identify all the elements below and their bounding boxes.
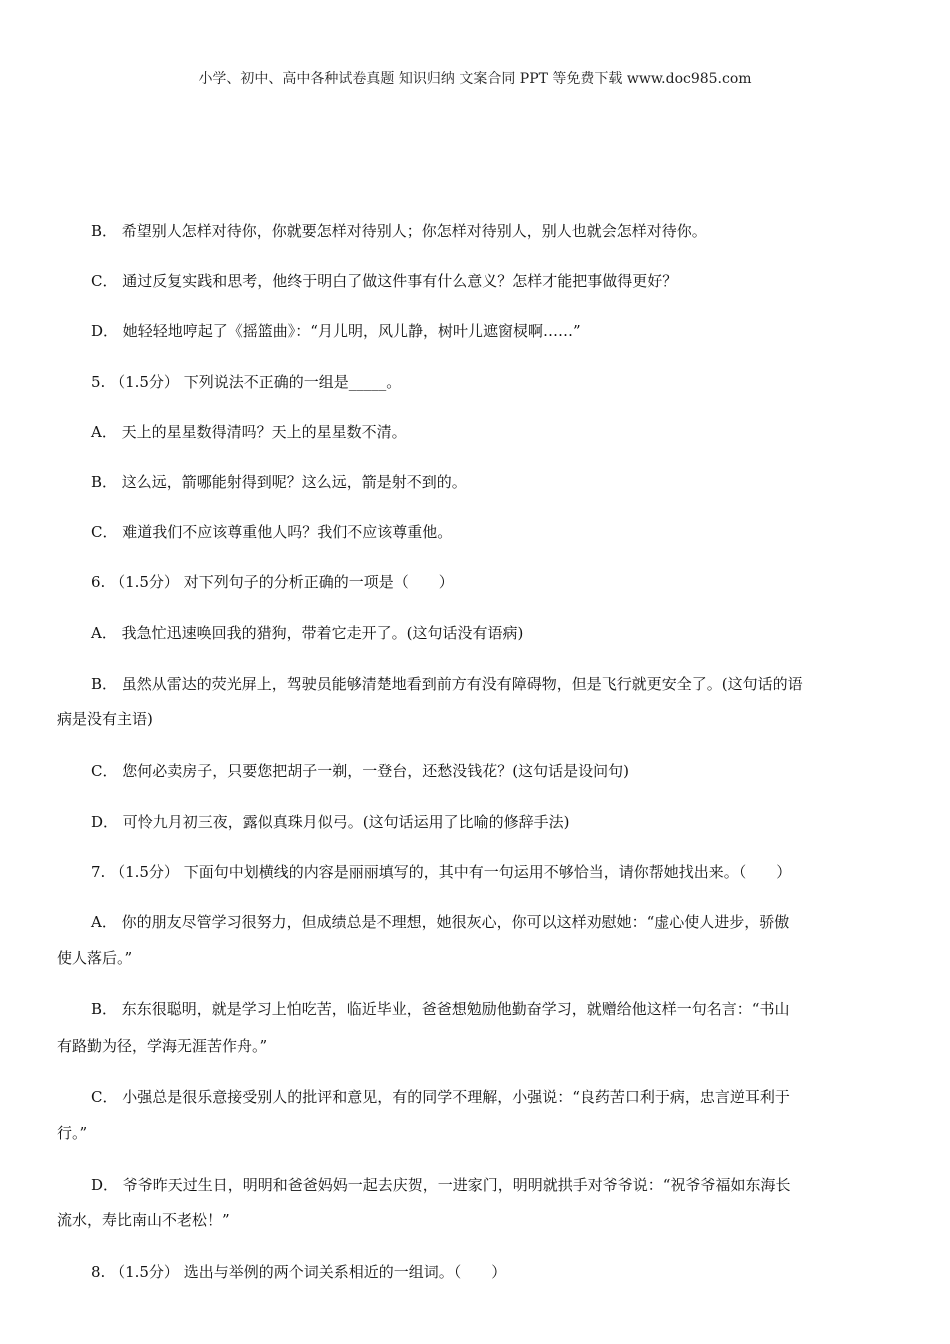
question-5: 5. （1.5分） 下列说法不正确的一组是_____。: [91, 373, 402, 391]
question-8: 8. （1.5分） 选出与举例的两个词关系相近的一组词。（ ）: [91, 1263, 507, 1281]
q7-option-a-cont: 使人落后。”: [57, 949, 133, 967]
q7-option-a: A． 你的朋友尽管学习很努力，但成绩总是不理想，她很灰心，你可以这样劝慰她：“虚心使人进步，骄傲: [91, 913, 790, 931]
q6-option-d: D． 可怜九月初三夜，露似真珠月似弓。(这句话运用了比喻的修辞手法): [91, 813, 570, 831]
q6-option-b: B． 虽然从雷达的荧光屏上，驾驶员能够清楚地看到前方有没有障碍物，但是飞行就更安全了。(这句话的语: [91, 675, 803, 693]
option-c-line: C． 通过反复实践和思考，他终于明白了做这件事有什么意义？怎样才能把事做得更好？: [91, 272, 678, 290]
q5-option-b: B． 这么远，箭哪能射得到呢？这么远，箭是射不到的。: [91, 473, 467, 491]
q7-option-c: C． 小强总是很乐意接受别人的批评和意见，有的同学不理解，小强说：“良药苦口利于病，忠言逆耳利于: [91, 1088, 790, 1106]
option-d-line: D． 她轻轻地哼起了《摇篮曲》：“月儿明，风儿静，树叶儿遮窗棂啊……”: [91, 322, 581, 340]
q7-option-d-cont: 流水，寿比南山不老松！”: [57, 1211, 230, 1229]
page-header: 小学、初中、高中各种试卷真题 知识归纳 文案合同 PPT 等免费下载 www.doc985.com: [198, 71, 752, 87]
q6-option-b-cont: 病是没有主语): [57, 710, 153, 728]
q7-option-c-cont: 行。”: [57, 1124, 88, 1142]
q5-option-a: A． 天上的星星数得清吗？天上的星星数不清。: [91, 423, 407, 441]
question-7: 7. （1.5分） 下面句中划横线的内容是丽丽填写的，其中有一句运用不够恰当，请你帮她找出来。（ ）: [91, 863, 792, 881]
q5-option-c: C． 难道我们不应该尊重他人吗？我们不应该尊重他。: [91, 523, 453, 541]
option-b-line: B． 希望别人怎样对待你，你就要怎样对待别人；你怎样对待别人，别人也就会怎样对待你。: [91, 222, 707, 240]
question-6: 6. （1.5分） 对下列句子的分析正确的一项是（ ）: [91, 573, 454, 591]
q7-option-b: B． 东东很聪明，就是学习上怕吃苦，临近毕业，爸爸想勉励他勤奋学习，就赠给他这样一句名言：“书山: [91, 1000, 790, 1018]
q7-option-b-cont: 有路勤为径，学海无涯苦作舟。”: [57, 1037, 268, 1055]
q7-option-d: D． 爷爷昨天过生日，明明和爸爸妈妈一起去庆贺，一进家门，明明就拱手对爷爷说：“祝爷爷福如东海长: [91, 1176, 791, 1194]
q6-option-c: C． 您何必卖房子，只要您把胡子一剃，一登台，还愁没钱花？(这句话是设问句): [91, 762, 629, 780]
q6-option-a: A． 我急忙迅速唤回我的猎狗，带着它走开了。(这句话没有语病): [91, 624, 524, 642]
